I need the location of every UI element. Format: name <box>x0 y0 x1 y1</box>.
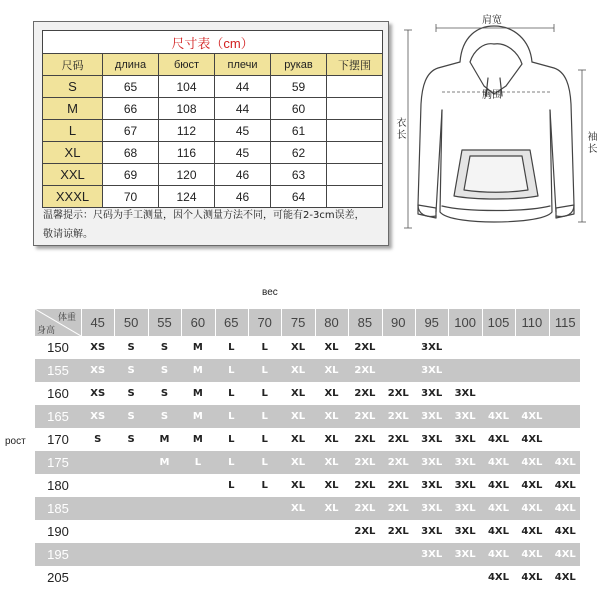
size-cell: XL <box>324 434 339 445</box>
size-cell: 3XL <box>421 388 443 399</box>
table-row <box>35 451 580 474</box>
table-cell: 67 <box>103 120 159 142</box>
size-cell <box>81 451 114 474</box>
height-cell: 205 <box>47 570 69 585</box>
table-cell: 46 <box>215 164 271 186</box>
size-cell: 2XL <box>387 480 409 491</box>
size-cell: 3XL <box>421 457 443 468</box>
size-cell: L <box>228 480 235 491</box>
weight-axis-title: вес <box>262 287 278 298</box>
table-row <box>43 164 383 186</box>
size-cell: XL <box>324 342 339 353</box>
shoulder-label: 肩宽 <box>482 15 502 26</box>
table-row <box>35 405 580 428</box>
table-cell <box>327 164 383 186</box>
size-cell: XL <box>291 434 306 445</box>
weight-header-row <box>35 309 580 336</box>
size-cell: 3XL <box>421 503 443 514</box>
table-cell: 116 <box>159 142 215 164</box>
size-cell: 3XL <box>421 411 443 422</box>
size-cell: XL <box>291 388 306 399</box>
table-row <box>35 474 580 497</box>
size-cell <box>382 543 415 566</box>
size-cell: 3XL <box>421 434 443 445</box>
weight-header-cell: 105 <box>487 315 510 330</box>
size-cell: XL <box>324 457 339 468</box>
size-cell <box>315 566 348 589</box>
size-cell: S <box>160 365 169 376</box>
size-cell: XXXL <box>43 186 103 208</box>
size-cell <box>315 543 348 566</box>
weight-height-size-grid <box>35 309 580 589</box>
table-row <box>43 98 383 120</box>
chest-label: 胸围 <box>482 90 502 101</box>
size-cell: 4XL <box>554 457 576 468</box>
size-cell: M <box>192 388 203 399</box>
column-divider <box>448 309 449 336</box>
column-divider <box>382 309 383 336</box>
size-cell <box>148 474 181 497</box>
size-cell: S <box>160 342 169 353</box>
weight-header-cell: 90 <box>391 315 406 330</box>
size-cell: XL <box>291 365 306 376</box>
size-cell: XS <box>90 388 106 399</box>
column-divider <box>415 309 416 336</box>
size-table-title: 尺寸表（cm） <box>43 31 383 54</box>
size-cell <box>549 428 582 451</box>
size-cell: 3XL <box>421 480 443 491</box>
size-cell <box>382 336 415 359</box>
weight-header-cell: 70 <box>257 315 272 330</box>
size-cell: S <box>160 411 169 422</box>
column-divider <box>515 309 516 336</box>
size-cell: XL <box>291 503 306 514</box>
size-cell: 3XL <box>421 342 443 353</box>
table-row <box>35 566 580 589</box>
size-cell <box>315 520 348 543</box>
size-cell: 2XL <box>387 503 409 514</box>
size-cell: 4XL <box>487 480 510 491</box>
size-cell <box>181 566 214 589</box>
table-cell: 70 <box>103 186 159 208</box>
size-cell: 4XL <box>521 572 543 583</box>
size-cell: L <box>228 434 235 445</box>
size-cell: 4XL <box>554 549 576 560</box>
size-cell: 4XL <box>554 572 576 583</box>
column-divider <box>181 309 182 336</box>
size-cell <box>515 336 548 359</box>
hoodie-diagram <box>396 0 600 250</box>
column-header: плечи <box>215 54 271 76</box>
height-cell: 170 <box>47 432 69 447</box>
size-cell <box>549 405 582 428</box>
sleeve-label: 袖长 <box>587 132 598 155</box>
height-cell: 185 <box>47 501 69 516</box>
table-cell: 60 <box>271 98 327 120</box>
table-cell: 46 <box>215 186 271 208</box>
size-cell: L <box>228 365 235 376</box>
table-cell: 120 <box>159 164 215 186</box>
corner-cell <box>35 309 81 336</box>
size-cell: 4XL <box>487 549 510 560</box>
size-cell <box>281 543 314 566</box>
size-cell <box>281 520 314 543</box>
table-cell: 62 <box>271 142 327 164</box>
weight-header-cell: 110 <box>521 315 543 330</box>
size-cell: L <box>228 388 235 399</box>
table-cell: 68 <box>103 142 159 164</box>
size-cell <box>81 474 114 497</box>
size-cell: 2XL <box>354 365 376 376</box>
height-cell: 155 <box>47 363 69 378</box>
size-cell: S <box>127 365 135 376</box>
size-cell: M <box>192 411 203 422</box>
size-cell: 4XL <box>554 526 576 537</box>
size-cell: 2XL <box>354 434 376 445</box>
size-cell: 4XL <box>487 434 510 445</box>
size-cell: 4XL <box>487 526 510 537</box>
column-divider <box>215 309 216 336</box>
size-cell <box>248 497 281 520</box>
size-cell: L <box>261 480 268 491</box>
size-cell: S <box>127 411 135 422</box>
size-cell: XL <box>43 142 103 164</box>
size-cell <box>448 336 481 359</box>
size-cell <box>215 520 248 543</box>
size-cell: L <box>261 365 268 376</box>
size-cell: L <box>43 120 103 142</box>
corner-height-label: 身高 <box>37 326 56 336</box>
column-divider <box>114 309 115 336</box>
table-cell: 63 <box>271 164 327 186</box>
size-cell <box>114 497 147 520</box>
table-row <box>35 497 580 520</box>
corner-weight-label: 体重 <box>58 313 77 323</box>
size-cell <box>348 543 381 566</box>
size-cell: 2XL <box>354 411 376 422</box>
table-row <box>35 520 580 543</box>
table-row <box>35 336 580 359</box>
size-cell <box>482 382 515 405</box>
weight-header-cell: 50 <box>123 315 139 330</box>
note-line-2: 敬请谅解。 <box>43 229 93 240</box>
size-cell: 3XL <box>421 549 443 560</box>
size-cell: 2XL <box>387 411 409 422</box>
size-cell: L <box>228 342 235 353</box>
size-cell <box>215 497 248 520</box>
table-cell: 65 <box>103 76 159 98</box>
table-cell: 61 <box>271 120 327 142</box>
size-cell <box>148 566 181 589</box>
size-cell <box>181 497 214 520</box>
size-cell: M <box>192 342 203 353</box>
size-cell: 2XL <box>354 503 376 514</box>
size-cell: XL <box>291 480 306 491</box>
size-cell: S <box>127 434 135 445</box>
table-cell: 59 <box>271 76 327 98</box>
column-divider <box>315 309 316 336</box>
size-cell <box>549 359 582 382</box>
size-cell: L <box>261 342 268 353</box>
height-cell: 160 <box>47 386 69 401</box>
size-cell: M <box>43 98 103 120</box>
height-cell: 195 <box>47 547 69 562</box>
table-cell: 124 <box>159 186 215 208</box>
size-cell <box>114 520 147 543</box>
size-cell <box>448 359 481 382</box>
weight-header-cell: 80 <box>324 315 339 330</box>
size-cell <box>482 359 515 382</box>
size-cell: XL <box>291 342 306 353</box>
weight-header-cell: 55 <box>157 315 172 330</box>
size-cell: 4XL <box>521 526 543 537</box>
size-cell <box>114 543 147 566</box>
size-cell <box>81 543 114 566</box>
size-cell <box>81 566 114 589</box>
size-cell <box>248 543 281 566</box>
weight-header-cell: 60 <box>190 315 206 330</box>
column-divider <box>81 309 82 336</box>
table-cell: 66 <box>103 98 159 120</box>
table-cell: 108 <box>159 98 215 120</box>
column-divider <box>348 309 349 336</box>
column-divider <box>549 309 550 336</box>
table-row <box>43 76 383 98</box>
size-cell <box>482 336 515 359</box>
size-cell <box>114 566 147 589</box>
size-cell: 2XL <box>354 480 376 491</box>
size-cell <box>181 543 214 566</box>
table-cell: 64 <box>271 186 327 208</box>
size-cell <box>415 566 448 589</box>
size-cell <box>549 336 582 359</box>
table-cell: 45 <box>215 120 271 142</box>
size-cell: 4XL <box>521 480 543 491</box>
size-cell: L <box>261 388 268 399</box>
size-cell: 3XL <box>454 411 476 422</box>
size-cell: 3XL <box>454 434 476 445</box>
column-divider <box>482 309 483 336</box>
size-cell: L <box>228 457 235 468</box>
size-cell <box>81 497 114 520</box>
size-cell: 2XL <box>387 434 409 445</box>
size-cell <box>114 451 147 474</box>
size-cell: 4XL <box>521 411 543 422</box>
size-cell <box>348 566 381 589</box>
size-cell: XL <box>291 457 306 468</box>
column-divider <box>281 309 282 336</box>
height-cell: 190 <box>47 524 69 539</box>
size-cell: 4XL <box>521 457 543 468</box>
table-cell: 69 <box>103 164 159 186</box>
size-cell <box>382 359 415 382</box>
table-row <box>35 382 580 405</box>
size-cell: XS <box>90 342 106 353</box>
size-cell <box>281 566 314 589</box>
size-cell: S <box>43 76 103 98</box>
size-cell <box>515 359 548 382</box>
size-cell: 4XL <box>487 503 510 514</box>
size-cell: S <box>127 388 135 399</box>
column-header: рукав <box>271 54 327 76</box>
size-cell: XS <box>90 365 106 376</box>
column-header: бюст <box>159 54 215 76</box>
weight-header-cell: 100 <box>454 315 476 330</box>
size-table <box>42 30 383 208</box>
size-cell: XL <box>324 388 339 399</box>
table-row <box>35 543 580 566</box>
column-divider <box>248 309 249 336</box>
size-cell: L <box>228 411 235 422</box>
size-cell: S <box>94 434 102 445</box>
size-cell: XXL <box>43 164 103 186</box>
size-cell: 3XL <box>421 365 443 376</box>
size-cell: XL <box>291 411 306 422</box>
height-cell: 165 <box>47 409 69 424</box>
table-row <box>35 359 580 382</box>
weight-header-cell: 115 <box>554 315 576 330</box>
size-cell: M <box>192 365 203 376</box>
size-cell: XL <box>324 480 339 491</box>
size-table-panel <box>33 21 389 246</box>
height-cell: 180 <box>47 478 69 493</box>
size-cell: M <box>159 434 170 445</box>
table-cell <box>327 98 383 120</box>
column-header: 尺码 <box>43 54 103 76</box>
length-label: 衣长 <box>396 118 407 141</box>
size-cell <box>181 474 214 497</box>
weight-header-cell: 75 <box>290 315 306 330</box>
size-cell: 2XL <box>387 457 409 468</box>
size-cell <box>215 566 248 589</box>
size-cell: S <box>160 388 169 399</box>
size-cell: 4XL <box>554 480 576 491</box>
size-cell: M <box>192 434 203 445</box>
size-cell: 3XL <box>454 503 476 514</box>
size-cell: L <box>194 457 202 468</box>
weight-header-cell: 65 <box>224 315 239 330</box>
size-cell <box>181 520 214 543</box>
size-cell <box>215 543 248 566</box>
size-cell <box>81 520 114 543</box>
size-cell: 4XL <box>554 503 576 514</box>
measurement-note <box>43 206 383 244</box>
size-cell <box>515 382 548 405</box>
size-cell: S <box>127 342 135 353</box>
size-cell <box>248 566 281 589</box>
size-cell: 4XL <box>487 411 510 422</box>
size-cell: XS <box>90 411 106 422</box>
size-cell: XL <box>324 503 339 514</box>
size-cell: 4XL <box>521 549 543 560</box>
table-cell: 45 <box>215 142 271 164</box>
size-cell: M <box>159 457 170 468</box>
size-cell: 3XL <box>454 549 476 560</box>
size-cell: 2XL <box>387 388 409 399</box>
weight-header-cell: 45 <box>90 315 105 330</box>
table-row <box>43 142 383 164</box>
size-cell <box>549 382 582 405</box>
table-cell: 104 <box>159 76 215 98</box>
table-row <box>43 120 383 142</box>
size-cell: 2XL <box>354 388 376 399</box>
size-cell <box>114 474 147 497</box>
weight-header-cell: 95 <box>424 315 439 330</box>
size-cell: L <box>261 457 268 468</box>
table-cell: 112 <box>159 120 215 142</box>
size-cell: 2XL <box>354 342 376 353</box>
table-cell <box>327 76 383 98</box>
size-cell: 3XL <box>454 480 476 491</box>
size-cell <box>148 520 181 543</box>
table-row <box>43 186 383 208</box>
height-cell: 175 <box>47 455 69 470</box>
hoodie-icon <box>396 0 600 250</box>
size-cell: 4XL <box>521 434 543 445</box>
table-row <box>35 428 580 451</box>
table-cell: 44 <box>215 98 271 120</box>
size-cell <box>248 520 281 543</box>
size-cell: 3XL <box>454 388 476 399</box>
size-cell <box>382 566 415 589</box>
table-cell <box>327 186 383 208</box>
size-cell: XL <box>324 365 339 376</box>
size-cell: 4XL <box>487 572 510 583</box>
table-cell: 44 <box>215 76 271 98</box>
table-cell <box>327 142 383 164</box>
size-cell: 2XL <box>387 526 409 537</box>
size-cell: 2XL <box>354 526 376 537</box>
height-cell: 150 <box>47 340 69 355</box>
size-cell: 3XL <box>454 457 476 468</box>
height-axis-title: рост <box>5 436 26 447</box>
size-cell <box>448 566 481 589</box>
size-cell: L <box>261 411 268 422</box>
size-cell: 4XL <box>521 503 543 514</box>
size-cell: 4XL <box>487 457 510 468</box>
column-header: 下摆围 <box>327 54 383 76</box>
size-table-header-row <box>43 54 383 76</box>
size-cell <box>148 497 181 520</box>
column-header: длина <box>103 54 159 76</box>
table-cell <box>327 120 383 142</box>
column-divider <box>148 309 149 336</box>
size-cell: 3XL <box>421 526 443 537</box>
size-cell: 3XL <box>454 526 476 537</box>
size-cell: L <box>261 434 268 445</box>
weight-header-cell: 85 <box>357 315 373 330</box>
note-line-1: 温馨提示：尺码为手工测量，因个人测量方法不同，可能有2-3cm误差， <box>43 210 365 221</box>
size-cell: XL <box>324 411 339 422</box>
size-cell <box>148 543 181 566</box>
size-cell: 2XL <box>354 457 376 468</box>
